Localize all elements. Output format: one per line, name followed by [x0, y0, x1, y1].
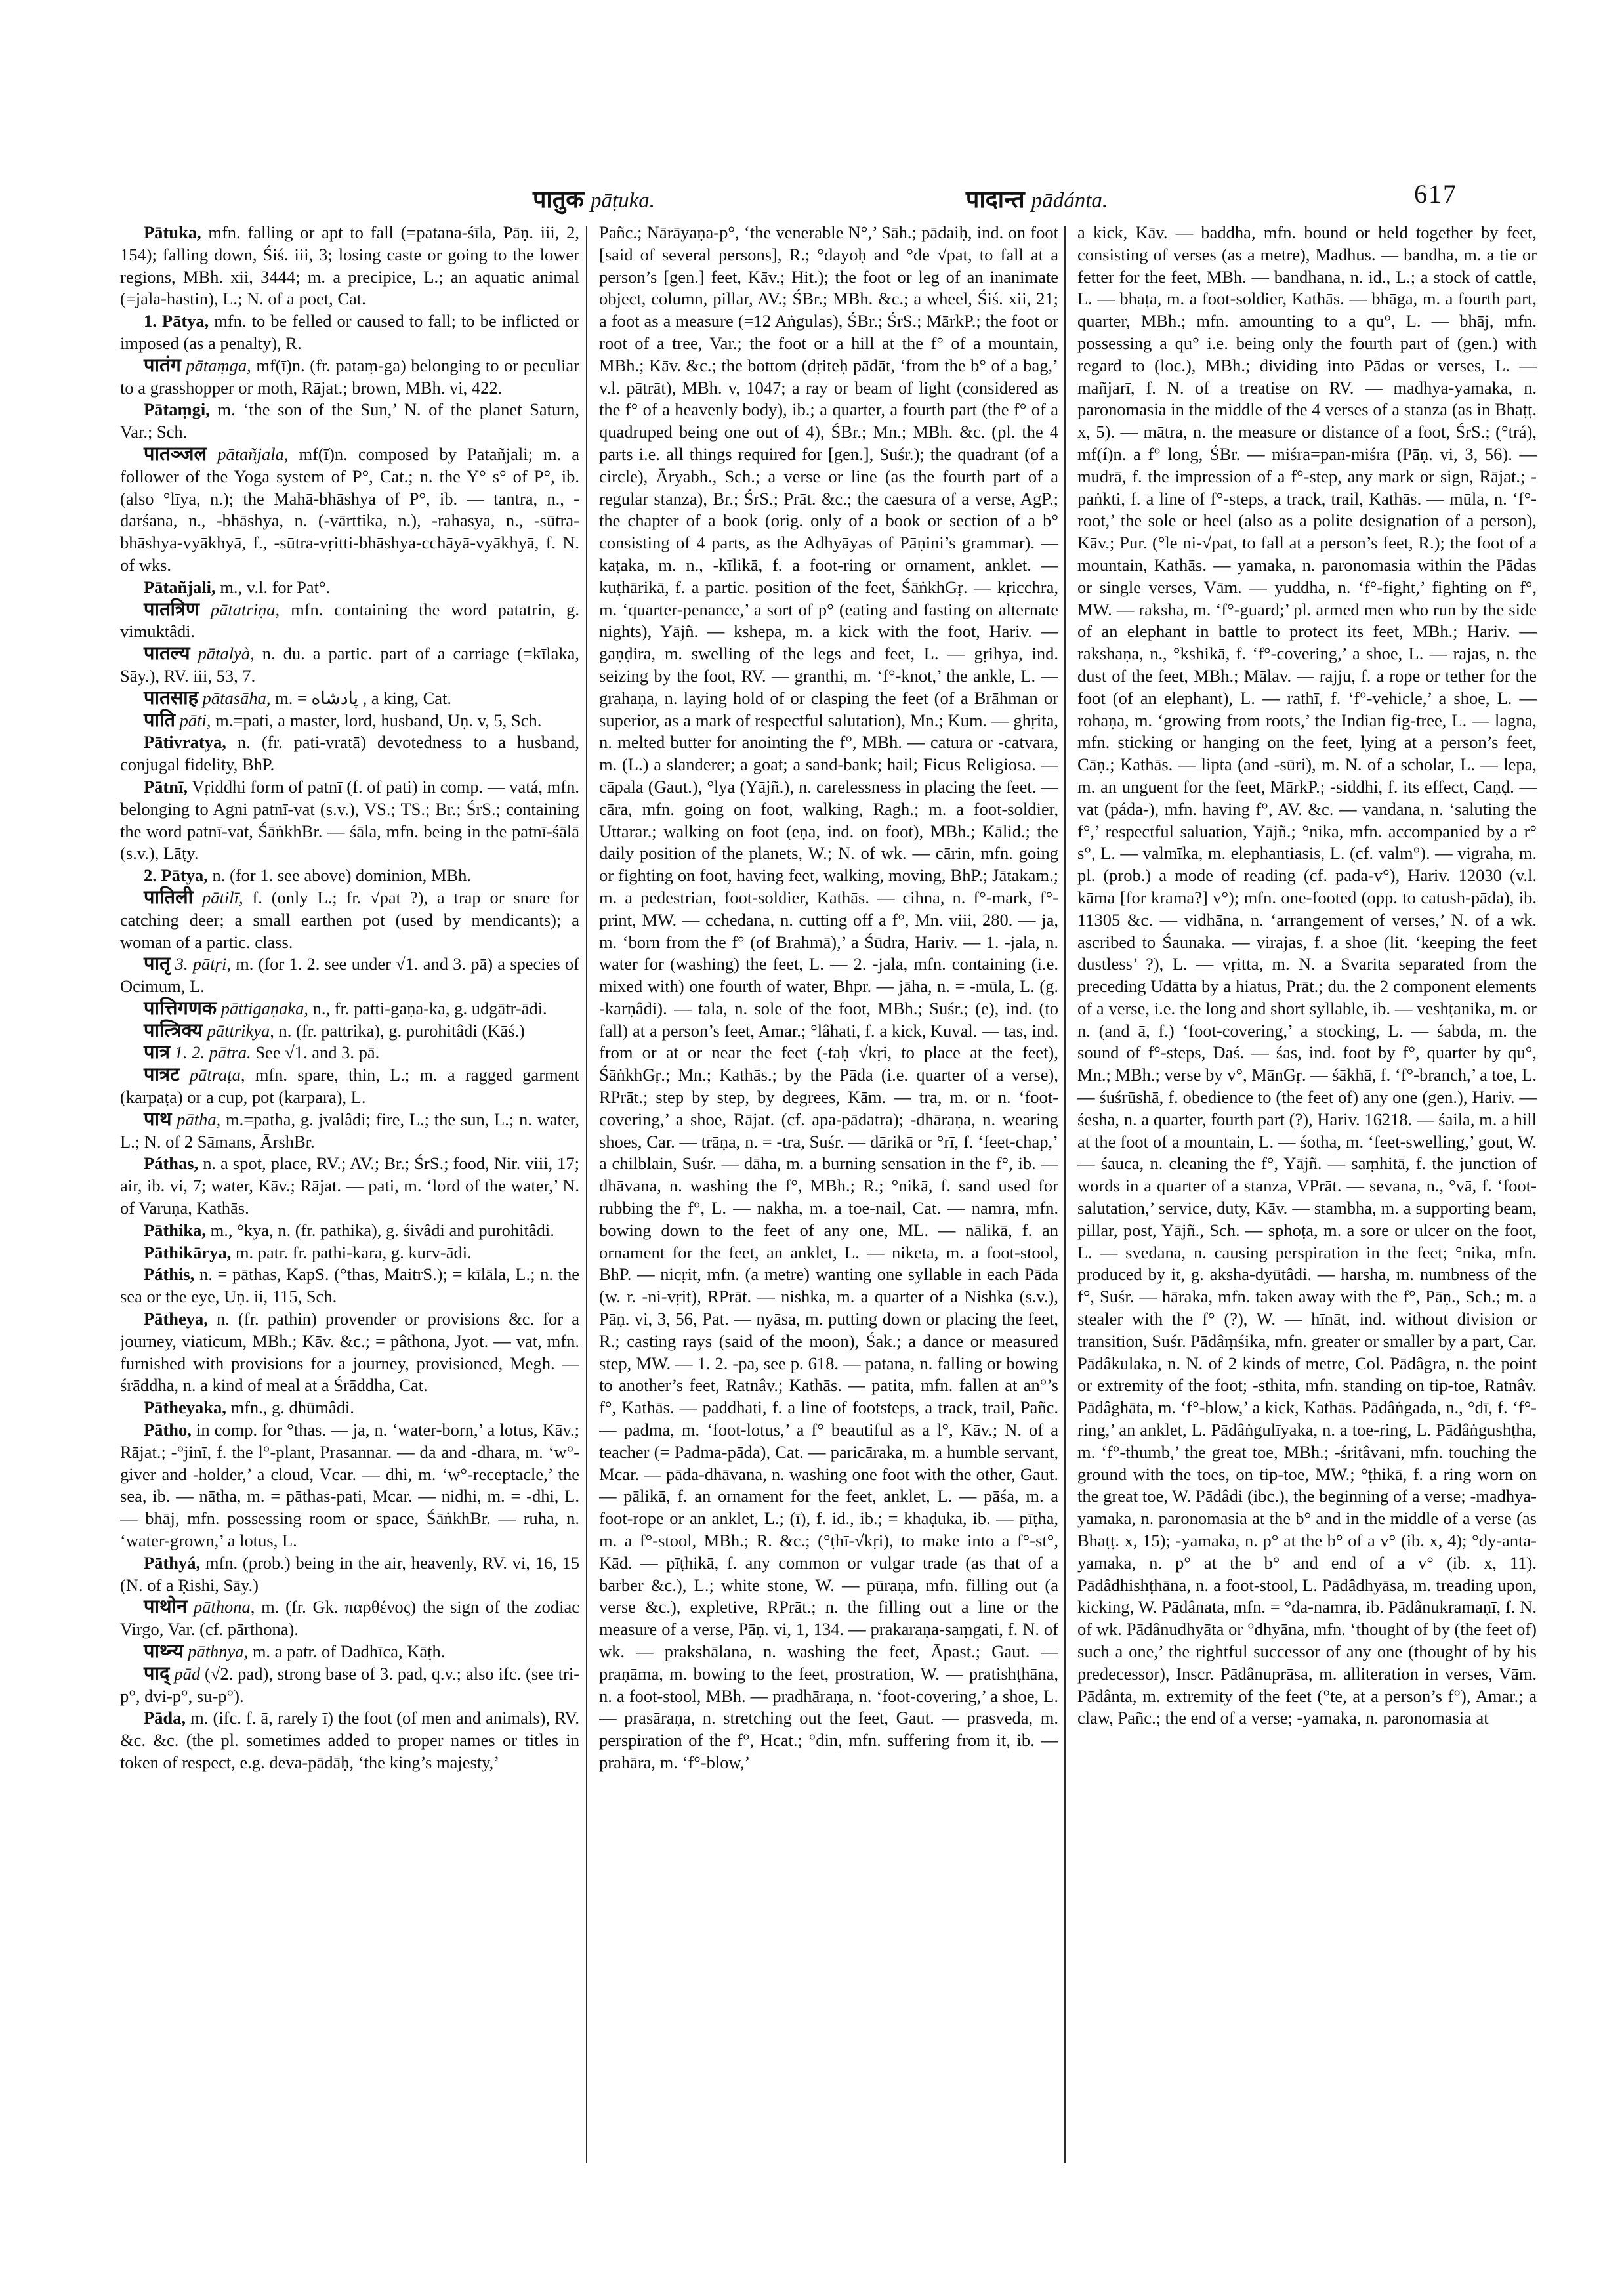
entry-text: m. (ifc. f. ā, rarely ī) the foot (of men and animals), RV. &c. &c. (the pl. sometimes added to proper names or titles in token of respect, e.g. deva-pādāḥ, ‘the king’s majesty,’	[120, 1708, 579, 1772]
entry-headword: pātha,	[177, 1109, 221, 1129]
entry-text: n. a spot, place, RV.; AV.; Br.; ŚrS.; food, Nir. viii, 17; air, ib. vi, 7; water, Kāv.; Rājat. — pati, m. ‘lord of the water,’ N. of Varuṇa, Kathās.	[120, 1153, 579, 1218]
entry-devanagari-headword: पातंग	[144, 354, 181, 376]
entry-text: m. = پادشاه , a king, Cat.	[275, 688, 452, 708]
entry-headword: Páthas,	[144, 1153, 199, 1174]
entry-text: in comp. for °thas. — ja, n. ‘water-born,’ a lotus, Kāv.; Rājat.; -°jinī, f. the l°-plant, Prasannar. — da and -dhara, m. ‘w°-giver and -holder,’ a cloud, Vcar. — dhi, m. ‘w°-receptacle,’ the sea, ib. — nātha, m. = pāthas-pati, Mcar. — nidhi, m. = -dhi, L. — bhāj, mfn. possessing room or space, ŚāṅkhBr. — ruha, n. ‘water-grown,’ a lotus, L.	[120, 1420, 579, 1551]
entry-devanagari-headword: पातिली	[144, 886, 194, 908]
dictionary-entry	[120, 1109, 579, 1153]
entry-headword: 2. Pātya,	[144, 865, 208, 886]
entry-headword: pāthona,	[193, 1597, 255, 1617]
entry-text: m. (for 1. 2. see under √1. and 3. pā) a species of Ocimum, L.	[120, 954, 579, 997]
entry-text: n. du. a partic. part of a carriage (=kīlaka, Sāy.), RV. iii, 53, 7.	[120, 644, 579, 686]
column-divider-rule	[1064, 226, 1066, 2163]
entry-text: m. (fr. Gk. παρθένος) the sign of the zodiac Virgo, Var. (cf. pārthona).	[120, 1597, 579, 1640]
entry-text: n. (fr. pattrika), g. purohitâdi (Kāś.)	[278, 1020, 525, 1041]
running-head-left-transliteration: pāṭuka.	[590, 189, 656, 213]
running-head-center	[966, 182, 1108, 215]
column-divider-rule	[586, 226, 587, 2163]
entry-text: f. (only L.; fr. √pat ?), a trap or snare for catching deer; a small earthen pot (used by mendicants); a woman of a partic. class.	[120, 887, 579, 952]
entry-text: n. (for 1. see above) dominion, MBh.	[212, 865, 472, 886]
dictionary-entry	[120, 1641, 579, 1663]
dictionary-entry	[120, 1020, 579, 1043]
entry-devanagari-headword: पाथ्न्य	[144, 1641, 184, 1662]
dictionary-entry	[120, 222, 579, 310]
running-head-center-transliteration: pādánta.	[1031, 189, 1108, 213]
dictionary-entry	[120, 355, 579, 400]
entry-text: Pañc.; Nārāyaṇa-p°, ‘the venerable N°,’ Sāh.; pādaiḥ, ind. on foot [said of several persons], R.; °dayoḥ and °de √pat, to fall at a person’s [gen.] feet, Kāv.; Hit.); the foot or leg of an inanimate object, column, pillar, AV.; ŚBr.; MBh. &c.; a wheel, Śiś. xii, 21; a foot as a measure (=12 Aṅgulas), ŚBr.; ŚrS.; MārkP.; the foot or root of a tree, Var.; the foot or a hill at the f° of a mountain, MBh.; Kāv. &c.; the bottom (dṛiteḥ pādāt, ‘from the b° of a bag,’ v.l. pātrāt), MBh. v, 1047; a ray or beam of light (considered as the f° of a heavenly body), ib.; a quarter, a fourth part (the f° of a quadruped being one out of 4), ŚBr.; Mn.; MBh. &c. (pl. the 4 parts i.e. all things required for [gen.], Suśr.); the quadrant (of a circle), Āryabh., Sch.; a verse or line (as the fourth part of a regular stanza), Br.; ŚrS.; Prāt. &c.; the caesura of a verse, AgP.; the chapter of a book (orig. only of a book or section of a b° consisting of 4 parts, as the Adhyāyas of Pāṇini’s grammar). — kaṭaka, m. n., -kīlikā, f. a foot-ring or ornament, anklet. — kuṭhārikā, f. a partic. position of the feet, ŚāṅkhGṛ. — kṛicchra, m. ‘quarter-penance,’ a sort of p° (eating and fasting on alternate nights), Yājñ. — kshepa, m. a kick with the foot, Hariv. — gaṇḍira, m. swelling of the legs and feet, L. — gṛihya, ind. seizing by the foot, RV. — granthi, m. ‘f°-knot,’ the ankle, L. — grahaṇa, n. laying hold of or clasping the feet (of a Brāhman or superior, as a mark of respectful salutation), Mn.; Kum. — ghṛita, n. melted butter for anointing the f°, MBh. — catura or -catvara, m. (L.) a slanderer; a goat; a sand-bank; hail; Ficus Religiosa. — cāpala (Gaut.), °lya (Yājñ.), n. carelessness in placing the feet. — cāra, mfn. going on foot, walking, Ragh.; m. a foot-soldier, Uttarar.; walking on foot (eṇa, ind. on foot), MBh.; Kālid.; the daily position of the planets, W.; N. of wk. — cārin, mfn. going or fighting on foot, having feet, walking, moving, BhP.; Jātakam.; m. a pedestrian, foot-soldier, Kathās. — cihna, n. f°-mark, f°-print, MW. — cchedana, n. cutting off a f°, Mn. viii, 280. — ja, m. ‘born from the f° (of Brahmā),’ a Śūdra, Hariv. — 1. -jala, n. water for (washing) the feet, L. — 2. -jala, mfn. containing (i.e. mixed with) one fourth of water, Bhpr. — jāha, n. = -mūla, L. (g. -karṇâdi). — tala, n. sole of the foot, MBh.; Suśr.; (e), ind. (to fall) at a person’s feet, Amar.; °lâhati, f. a kick, Kuval. — tas, ind. from or at or near the feet (-taḥ √kṛi, to place at the feet), ŚāṅkhGṛ.; Mn.; Kathās.; by the Pāda (i.e. quarter of a verse), RPrāt.; step by step, by degrees, Kām. — tra, m. or n. ‘foot-covering,’ a shoe, Rājat. (cf. apa-pādatra); -dhāraṇa, n. wearing shoes, Car. — trāṇa, n. = -tra, Suśr. — dārikā or °rī, f. ‘feet-chap,’ a chilblain, Suśr. — dāha, m. a burning sensation in the f°, ib. — dhāvana, n. washing the f°, MBh.; R.; °nikā, f. sand used for rubbing the f°, L. — nakha, m. a toe-nail, Cat. — namra, mfn. bowing down to the feet of any one, ML. — nālikā, f. an ornament for the feet, an anklet, L. — niketa, m. a foot-stool, BhP. — nicṛit, mfn. (a metre) wanting one syllable in each Pāda (w. r. -ni-vṛit), RPrāt. — nishka, m. a quarter of a Nishka (s.v.), Pāṇ. vi, 3, 56, Pat. — nyāsa, m. putting down or placing the feet, R.; casting rays (said of the moon), Śak.; a dance or measured step, MW. — 1. 2. -pa, see p. 618. — patana, n. falling or bowing to another’s feet, Ratnâv.; Kathās. — patita, mfn. fallen at an°’s f°, Kathās. — paddhati, f. a line of footsteps, a track, trail, Pañc. — padma, m. ‘foot-lotus,’ a f° beautiful as a l°, Kāv.; N. of a teacher (= Padma-pāda), Cat. — paricāraka, m. a humble servant, Mcar. — pāda-dhāvana, n. washing one foot with the other, Gaut. — pālikā, f. an ornament for the feet, anklet, L. — pāśa, m. a foot-rope or an anklet, L.; (ī), f. id., ib.; = khaḍuka, ib. — pīṭha, m. a f°-stool, MBh.; R. &c.; (°ṭhī-√kṛi), to make into a f°-st°, Kād. — pīṭhikā, f. any common or vulgar trade (as that of a barber &c.), L.; white stone, W. — pūraṇa, mfn. filling out (a verse &c.), expletive, RPrāt.; n. the filling out a line or the measure of a verse, Pāṇ. vi, 1, 134. — prakaraṇa-saṃgati, f. N. of wk. — prakshālana, n. washing the feet, Āpast.; Gaut. — praṇāma, m. bowing to the feet, prostration, W. — pratishṭhāna, n. a foot-stool, MBh. — pradhāraṇa, n. ‘foot-covering,’ a shoe, L. — prasāraṇa, n. stretching out the feet, Gaut. — prasveda, m. perspiration of the f°, Hcat.; °din, mfn. suffering from it, ib. — prahāra, m. ‘f°-blow,’	[599, 222, 1058, 1772]
entry-headword: pātañjala,	[217, 444, 289, 464]
entry-text: n. (fr. pati-vratā) devotedness to a husband, conjugal fidelity, BhP.	[120, 732, 579, 775]
dictionary-entry	[120, 1707, 579, 1773]
entry-headword: Pātuka,	[144, 222, 201, 242]
entry-headword: pātraṭa,	[189, 1065, 245, 1085]
entry-headword: Pātnī,	[144, 776, 188, 796]
dictionary-entry	[120, 1220, 579, 1242]
dictionary-entry	[120, 998, 579, 1020]
entry-headword: Pātaṃgi,	[144, 400, 210, 420]
entry-text: m.=pati, a master, lord, husband, Uṇ. v, 5, Sch.	[215, 710, 542, 730]
entry-text: mfn. spare, thin, L.; m. a ragged garment (karpaṭa) or a cup, pot (karpara), L.	[120, 1065, 579, 1107]
dictionary-entry	[120, 444, 579, 577]
entry-text: mfn. falling or apt to fall (=patana-śīla, Pāṇ. iii, 2, 154); falling down, Śiś. iii, 3; losing caste or going to the lower regions, MBh. xii, 3444; m. a precipice, L.; an aquatic animal (=jala-hastin), L.; N. of a poet, Cat.	[120, 222, 579, 309]
entry-devanagari-headword: पात्र	[144, 1042, 170, 1064]
dictionary-entry	[1077, 222, 1537, 1729]
dictionary-entry	[120, 577, 579, 599]
entry-text: a kick, Kāv. — baddha, mfn. bound or held together by feet, consisting of verses (as a metre), Madhus. — bandha, m. a tie or fetter for the feet, MBh. — bandhana, n. id., L.; a stock of cattle, L. — bhaṭa, m. a foot-soldier, Kathās. — bhāga, m. a fourth part, quarter, MBh.; mfn. amounting to a qu°, L. — bhāj, mfn. possessing a qu° i.e. being only the fourth part of (gen.) with regard to (loc.), MBh.; dividing into Pādas or verses, L. — mañjarī, f. N. of a treatise on RV. — madhya-yamaka, n. paronomasia in the middle of the 4 verses of a stanza (as in Bhaṭṭ. x, 5). — mātra, n. the measure or distance of a foot, ŚrS.; (°trá), mf(í)n. a f° long, ŚBr. — miśra=pan-miśra (Pāṇ. vi, 3, 56). — mudrā, f. the impression of a f°-step, any mark or sign, Rājat.; -paṅkti, f. a line of f°-steps, a track, trail, Kathās. — mūla, n. ‘f°-root,’ the sole or heel (also as a polite designation of a person), Kāv.; Pur. (°le ni-√pat, to fall at a person’s feet, R.); the foot of a mountain, Kathās. — yamaka, n. paronomasia within the Pādas or single verses, Vām. — yuddha, n. ‘f°-fight,’ fighting on f°, MW. — raksha, m. ‘f°-guard;’ pl. armed men who run by the side of an elephant in battle to protect its feet, MBh.; Hariv. — rakshaṇa, n., °kshikā, f. ‘f°-covering,’ a shoe, L. — rajas, n. the dust of the feet, MBh.; Mālav. — rajju, f. a rope or tether for the foot (of an elephant), L. — rathī, f. ‘f°-vehicle,’ a shoe, L. — rohaṇa, m. ‘growing from roots,’ the Indian fig-tree, L. — lagna, mfn. sticking or hanging on the feet, lying at a person’s feet, Cāṇ.; Kathās. — lipta (and -sūri), m. N. of a scholar, L. — lepa, m. an unguent for the feet, MārkP.; -siddhi, f. its effect, Caṇḍ. — vat (páda-), mfn. having f°, AV. &c. — vandana, n. ‘saluting the f°,’ respectful saluation, Yājñ.; °nika, mfn. accompanied by a r° s°, L. — valmīka, m. elephantiasis, L. (cf. valm°). — vigraha, m. pl. (prob.) a mode of reading (cf. pada-v°), Hariv. 12030 (v.l. kāma [for krama?] v°); mfn. one-footed (opp. to catush-pāda), ib. 11305 &c. — vidhāna, n. ‘arrangement of verses,’ N. of a wk. ascribed to Śaunaka. — virajas, f. a shoe (lit. ‘keeping the feet dustless’ ?), L. — vṛitta, m. N. a Svarita separated from the preceding Udātta by a hiatus, Prāt.; du. the 2 component elements of a verse, i.e. the long and short syllable, ib. — veshṭanika, m. or n. (and ā, f.) ‘foot-covering,’ a stocking, L. — śabda, m. the sound of f°-steps, Daś. — śas, ind. foot by f°, quarter by qu°, Mn.; MBh.; verse by v°, MānGṛ. — śākhā, f. ‘f°-branch,’ a toe, L. — śuśrūshā, f. obedience to (the feet of) any one (gen.), Hariv. — śesha, n. a quarter, fourth part (?), Hariv. 16218. — śaila, m. a hill at the foot of a mountain, L. — śotha, m. ‘feet-swelling,’ gout, W. — śauca, n. cleaning the f°, Yājñ. — saṃhitā, f. the junction of words in a quarter of a stanza, VPrāt. — sevana, n., °vā, f. ‘foot-salutation,’ service, duty, Kāv. — stambha, m. a supporting beam, pillar, post, Yājñ., Sch. — sphoṭa, m. a sore or ulcer on the foot, L. — svedana, n. causing perspiration in the feet; °nika, mfn. produced by it, g. aksha-dyūtâdi. — harsha, m. numbness of the f°, Suśr. — hāraka, mfn. taken away with the f°, Pāṇ., Sch.; m. a stealer with the f° (?), W. — hīnāt, ind. without division or transition, Suśr. Pādâṃśika, mfn. greater or smaller by a part, Car. Pādâkulaka, n. N. of 2 kinds of metre, Col. Pādâgra, n. the point or extremity of the foot; -sthita, mfn. standing on tip-toe, Ratnâv. Pādâghāta, m. ‘f°-blow,’ a kick, Kathās. Pādâṅgada, n., °dī, f. ‘f°-ring,’ an anklet, L. Pādâṅgulīyaka, n. a toe-ring, L. Pādâṅgushṭha, m. ‘f°-thumb,’ the great toe, MBh.; -śritâvani, mfn. touching the ground with the toes, on tip-toe, MW.; °ṭhikā, f. a ring worn on the great toe, W. Pādâdi (ibc.), the beginning of a verse; -madhya-yamaka, n. paronomasia at the b° and in the middle of a verse (as Bhaṭṭ. x, 15); -yamaka, n. p° at the b° of a v° (ib. x, 4); °dy-anta-yamaka, n. p° at the b° and end of a v° (ib. x, 11). Pādâdhishṭhāna, n. a foot-stool, L. Pādâdhyāsa, m. treading upon, kicking, W. Pādânata, mfn. = °da-namra, ib. Pādânukramaṇī, f. N. of wk. Pādânudhyāta or °dhyāna, mfn. ‘thought of by (the feet of) such a one,’ the rightful successor of any one (thought of by his predecessor), Inscr. Pādânuprāsa, m. alliteration in verses, Vām. Pādânta, m. extremity of the feet (°te, at a person’s f°), Amar.; a claw, Pañc.; the end of a verse; -yamaka, n. paronomasia at	[1077, 222, 1537, 1728]
entry-text: m. patr. fr. pathi-kara, g. kurv-ādi.	[235, 1242, 472, 1262]
entry-devanagari-headword: पाद्	[144, 1663, 170, 1684]
entry-devanagari-headword: पातृ	[144, 953, 171, 975]
entry-devanagari-headword: पाथोन	[144, 1596, 188, 1618]
entry-headword: pāthnya,	[188, 1642, 249, 1661]
entry-headword: pāttrikya,	[207, 1020, 274, 1041]
entry-text: n., fr. patti-gaṇa-ka, g. udgātr-ādi.	[312, 998, 547, 1018]
dictionary-entry	[120, 887, 579, 953]
dictionary-entry	[120, 643, 579, 688]
entry-text: (√2. pad), strong base of 3. pad, q.v.; also ifc. (see tri-p°, dvi-p°, su-p°).	[120, 1663, 579, 1706]
dictionary-entry	[120, 310, 579, 355]
entry-headword: Pāthyá,	[144, 1552, 201, 1573]
entry-headword: pātilī,	[202, 887, 243, 907]
dictionary-entry	[120, 1419, 579, 1552]
entry-text: See √1. and 3. pā.	[255, 1043, 380, 1063]
entry-headword: Pātheyaka,	[144, 1397, 226, 1418]
entry-headword: pāti,	[179, 710, 211, 730]
running-head-center-devanagari: पादान्त	[965, 186, 1025, 213]
entry-headword: pātaṃga,	[186, 355, 251, 375]
entry-headword: pātalyà,	[198, 644, 255, 664]
dictionary-entry	[120, 1242, 579, 1264]
entry-text: m. a patr. of Dadhīca, Kāṭh.	[252, 1642, 446, 1661]
entry-headword: Pāthikārya,	[144, 1242, 232, 1262]
entry-text: n. = pāthas, KapS. (°thas, MaitrS.); = kīlāla, L.; n. the sea or the eye, Uṇ. ii, 115, Sch.	[120, 1264, 579, 1307]
entry-headword: 1. 2. pātra.	[174, 1043, 251, 1063]
entry-text: Vṛiddhi form of patnī (f. of pati) in comp. — vatá, mfn. belonging to Agni patnī-vat (s.v.), VS.; TS.; Br.; ŚrS.; containing the word patnī-vat, ŚāṅkhBr. — śāla, mfn. being in the patnī-śālā (s.v.), Lāṭy.	[120, 776, 579, 863]
entry-headword: Pātheya,	[144, 1309, 208, 1329]
dictionary-entry	[120, 1596, 579, 1641]
entry-headword: Páthis,	[144, 1264, 195, 1285]
entry-headword: Pātañjali,	[144, 577, 216, 597]
entry-devanagari-headword: पातत्रिण	[144, 598, 199, 620]
dictionary-entry	[120, 1064, 579, 1109]
entry-devanagari-headword: पातञ्जल	[144, 443, 207, 465]
dictionary-entry	[120, 710, 579, 732]
entry-text: m.=patha, g. jvalâdi; fire, L.; the sun, L.; n. water, L.; N. of 2 Sāmans, ĀrshBr.	[120, 1109, 579, 1151]
entry-headword: pātasāha,	[202, 688, 271, 708]
entry-headword: pāttigaṇaka,	[220, 998, 308, 1018]
entry-devanagari-headword: पात्त्रिक्य	[144, 1020, 203, 1041]
entry-devanagari-headword: पाति	[144, 709, 176, 731]
dictionary-entry	[120, 1264, 579, 1308]
entry-text: m., v.l. for Pat°.	[220, 577, 331, 597]
dictionary-entry	[120, 732, 579, 776]
dictionary-entry	[120, 1552, 579, 1597]
entry-headword: Pātho,	[144, 1420, 192, 1440]
dictionary-entry	[120, 688, 579, 710]
dictionary-entry	[120, 953, 579, 998]
page-number: 617	[1414, 179, 1457, 209]
entry-headword: Pāda,	[144, 1708, 186, 1728]
entry-text: mfn. to be felled or caused to fall; to be inflicted or imposed (as a penalty), R.	[120, 311, 579, 353]
text-column-1	[120, 222, 579, 2174]
dictionary-entry	[120, 865, 579, 887]
entry-headword: 3. pātṛi,	[175, 954, 231, 974]
entry-devanagari-headword: पात्तिगणक	[144, 997, 217, 1019]
entry-headword: Pātivratya,	[144, 732, 226, 753]
entry-headword: Pāthika,	[144, 1220, 206, 1240]
entry-text: mfn., g. dhūmâdi.	[230, 1397, 354, 1418]
entry-devanagari-headword: पाथ	[144, 1108, 172, 1130]
running-head-left	[533, 182, 655, 215]
entry-headword: pād	[174, 1663, 201, 1684]
entry-devanagari-headword: पातसाह	[144, 687, 199, 709]
dictionary-entry	[120, 1308, 579, 1397]
dictionary-entry	[120, 599, 579, 644]
dictionary-entry	[120, 1042, 579, 1064]
entry-devanagari-headword: पात्रट	[144, 1064, 180, 1086]
dictionary-entry	[120, 1663, 579, 1708]
dictionary-entry	[120, 1153, 579, 1219]
text-column-2	[599, 222, 1058, 2174]
entry-text: mf(ī)n. (fr. pataṃ-ga) belonging to or peculiar to a grasshopper or moth, Rājat.; brown, MBh. vi, 422.	[120, 355, 579, 398]
dictionary-entry	[599, 222, 1058, 1774]
dictionary-entry	[120, 776, 579, 865]
entry-text: m., °kya, n. (fr. pathika), g. śivâdi and purohitâdi.	[210, 1220, 554, 1240]
entry-text: m. ‘the son of the Sun,’ N. of the planet Saturn, Var.; Sch.	[120, 400, 579, 442]
dictionary-entry	[120, 1397, 579, 1419]
running-head-left-devanagari: पातुक	[532, 186, 584, 213]
entry-headword: 1. Pātya,	[144, 311, 209, 331]
entry-text: mf(ī)n. composed by Patañjali; m. a follower of the Yoga system of P°, Cat.; n. the Y° s° of P°, ib. (also °līya, n.); the Mahā-bhāshya of P°, ib. — tantra, n., -darśana, n., -bhāshya, n. (-vārttika, n.), -rahasya, n., -sūtra-bhāshya-vyākhyā, f., -sūtra-vṛitti-bhāshya-cchāyā-vyākhyā, f. N. of wks.	[120, 444, 579, 575]
entry-text: mfn. containing the word patatrin, g. vimuktâdi.	[120, 599, 579, 642]
entry-devanagari-headword: पातल्य	[144, 643, 190, 665]
entry-headword: pātatriṇa,	[210, 599, 280, 619]
dictionary-entry	[120, 399, 579, 444]
entry-text: mfn. (prob.) being in the air, heavenly, RV. vi, 16, 15 (N. of a Ṛishi, Sāy.)	[120, 1552, 579, 1595]
text-column-3	[1077, 222, 1537, 2174]
entry-text: n. (fr. pathin) provender or provisions &c. for a journey, viaticum, MBh.; Kāv. &c.; = pâthona, Jyot. — vat, mfn. furnished with provisions for a journey, provisioned, Megh. — śrāddha, n. a kind of meal at a Śrāddha, Cat.	[120, 1309, 579, 1396]
